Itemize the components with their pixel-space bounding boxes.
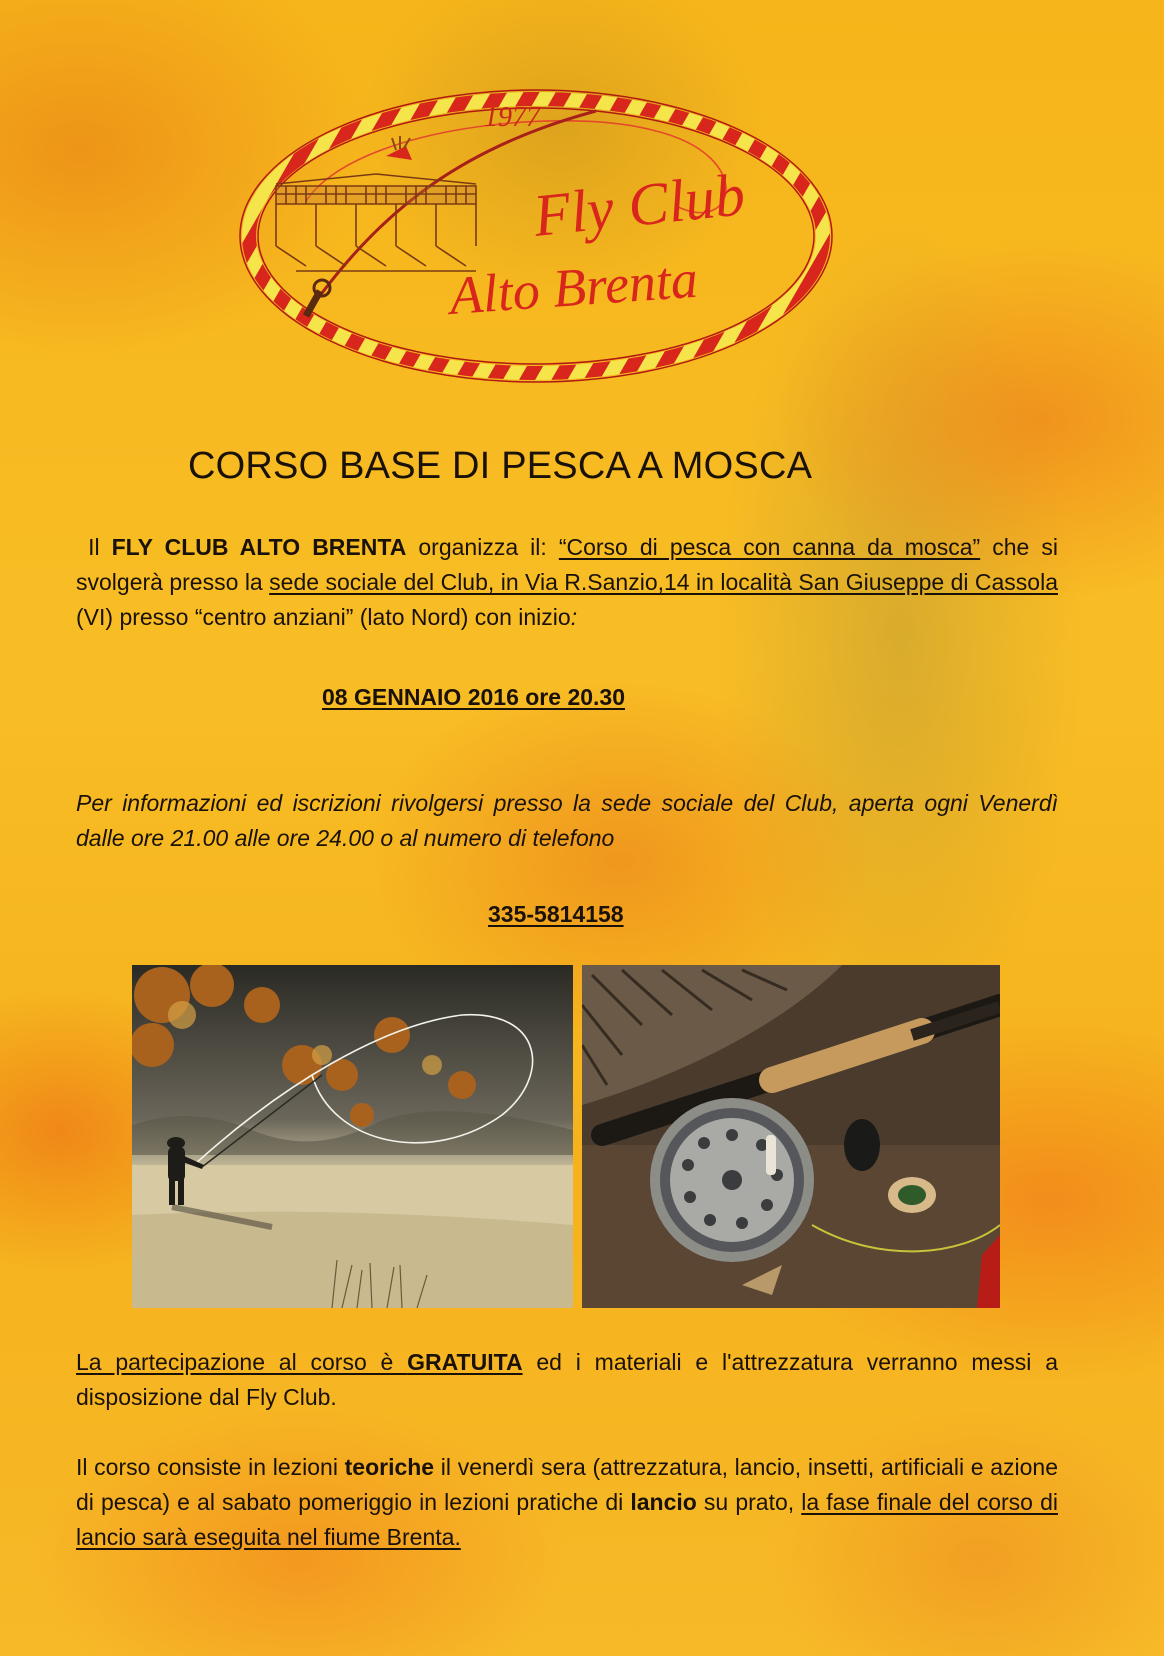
course-text: Il corso consiste in lezioni xyxy=(76,1454,345,1480)
fly-reel-and-rod-photo xyxy=(582,965,1000,1308)
intro-text: (VI) presso “centro anziani” (lato Nord) con inizio xyxy=(76,604,571,630)
logo-name-line1: Fly Club xyxy=(530,161,748,249)
participation-text: La partecipazione al corso è xyxy=(76,1349,408,1375)
logo-name-line2: Alto Brenta xyxy=(447,248,700,326)
intro-colon: : xyxy=(570,604,578,630)
course-description xyxy=(76,1450,1058,1555)
intro-text: che si svolgerà presso la xyxy=(76,534,1058,595)
intro-paragraph xyxy=(76,530,1058,635)
page-title: CORSO BASE DI PESCA A MOSCA xyxy=(188,445,813,487)
club-location: sede sociale del Club, in Via R.Sanzio,14 in località San Giuseppe di Cassola xyxy=(269,569,1059,595)
intro-text: organizza il: xyxy=(406,534,559,560)
course-name: “Corso di pesca con canna da mosca” xyxy=(558,534,981,560)
fly-club-logo xyxy=(236,86,836,386)
intro-text: Il xyxy=(88,534,112,560)
course-text: su prato, xyxy=(696,1489,802,1515)
participation-text: ed i materiali e l'attrezzatura verranno messi a disposizione dal Fly Club. xyxy=(76,1349,1058,1410)
final-phase-text: la fase finale del corso di lancio sarà eseguita nel fiume Brenta. xyxy=(76,1489,1058,1550)
free-label: GRATUITA xyxy=(407,1349,523,1375)
fly-fisherman-casting-painting xyxy=(132,965,573,1308)
participation-paragraph xyxy=(76,1345,1058,1415)
course-text: il venerdì sera (attrezzatura, lancio, insetti, artificiali e azione di pesca) e al sabato pomeriggio in lezioni pratiche di xyxy=(76,1454,1058,1515)
logo-year: 1977 xyxy=(484,102,540,133)
theory-label: teoriche xyxy=(344,1454,435,1480)
phone-number: 335-5814158 xyxy=(488,901,624,927)
club-name: FLY CLUB ALTO BRENTA xyxy=(111,534,407,560)
start-date: 08 GENNAIO 2016 ore 20.30 xyxy=(322,684,625,710)
casting-label: lancio xyxy=(630,1489,697,1515)
info-paragraph: Per informazioni ed iscrizioni rivolgersi presso la sede sociale del Club, aperta ogni Venerdì dalle ore 21.00 alle ore 24.00 o al numero di telefono xyxy=(76,790,1058,851)
